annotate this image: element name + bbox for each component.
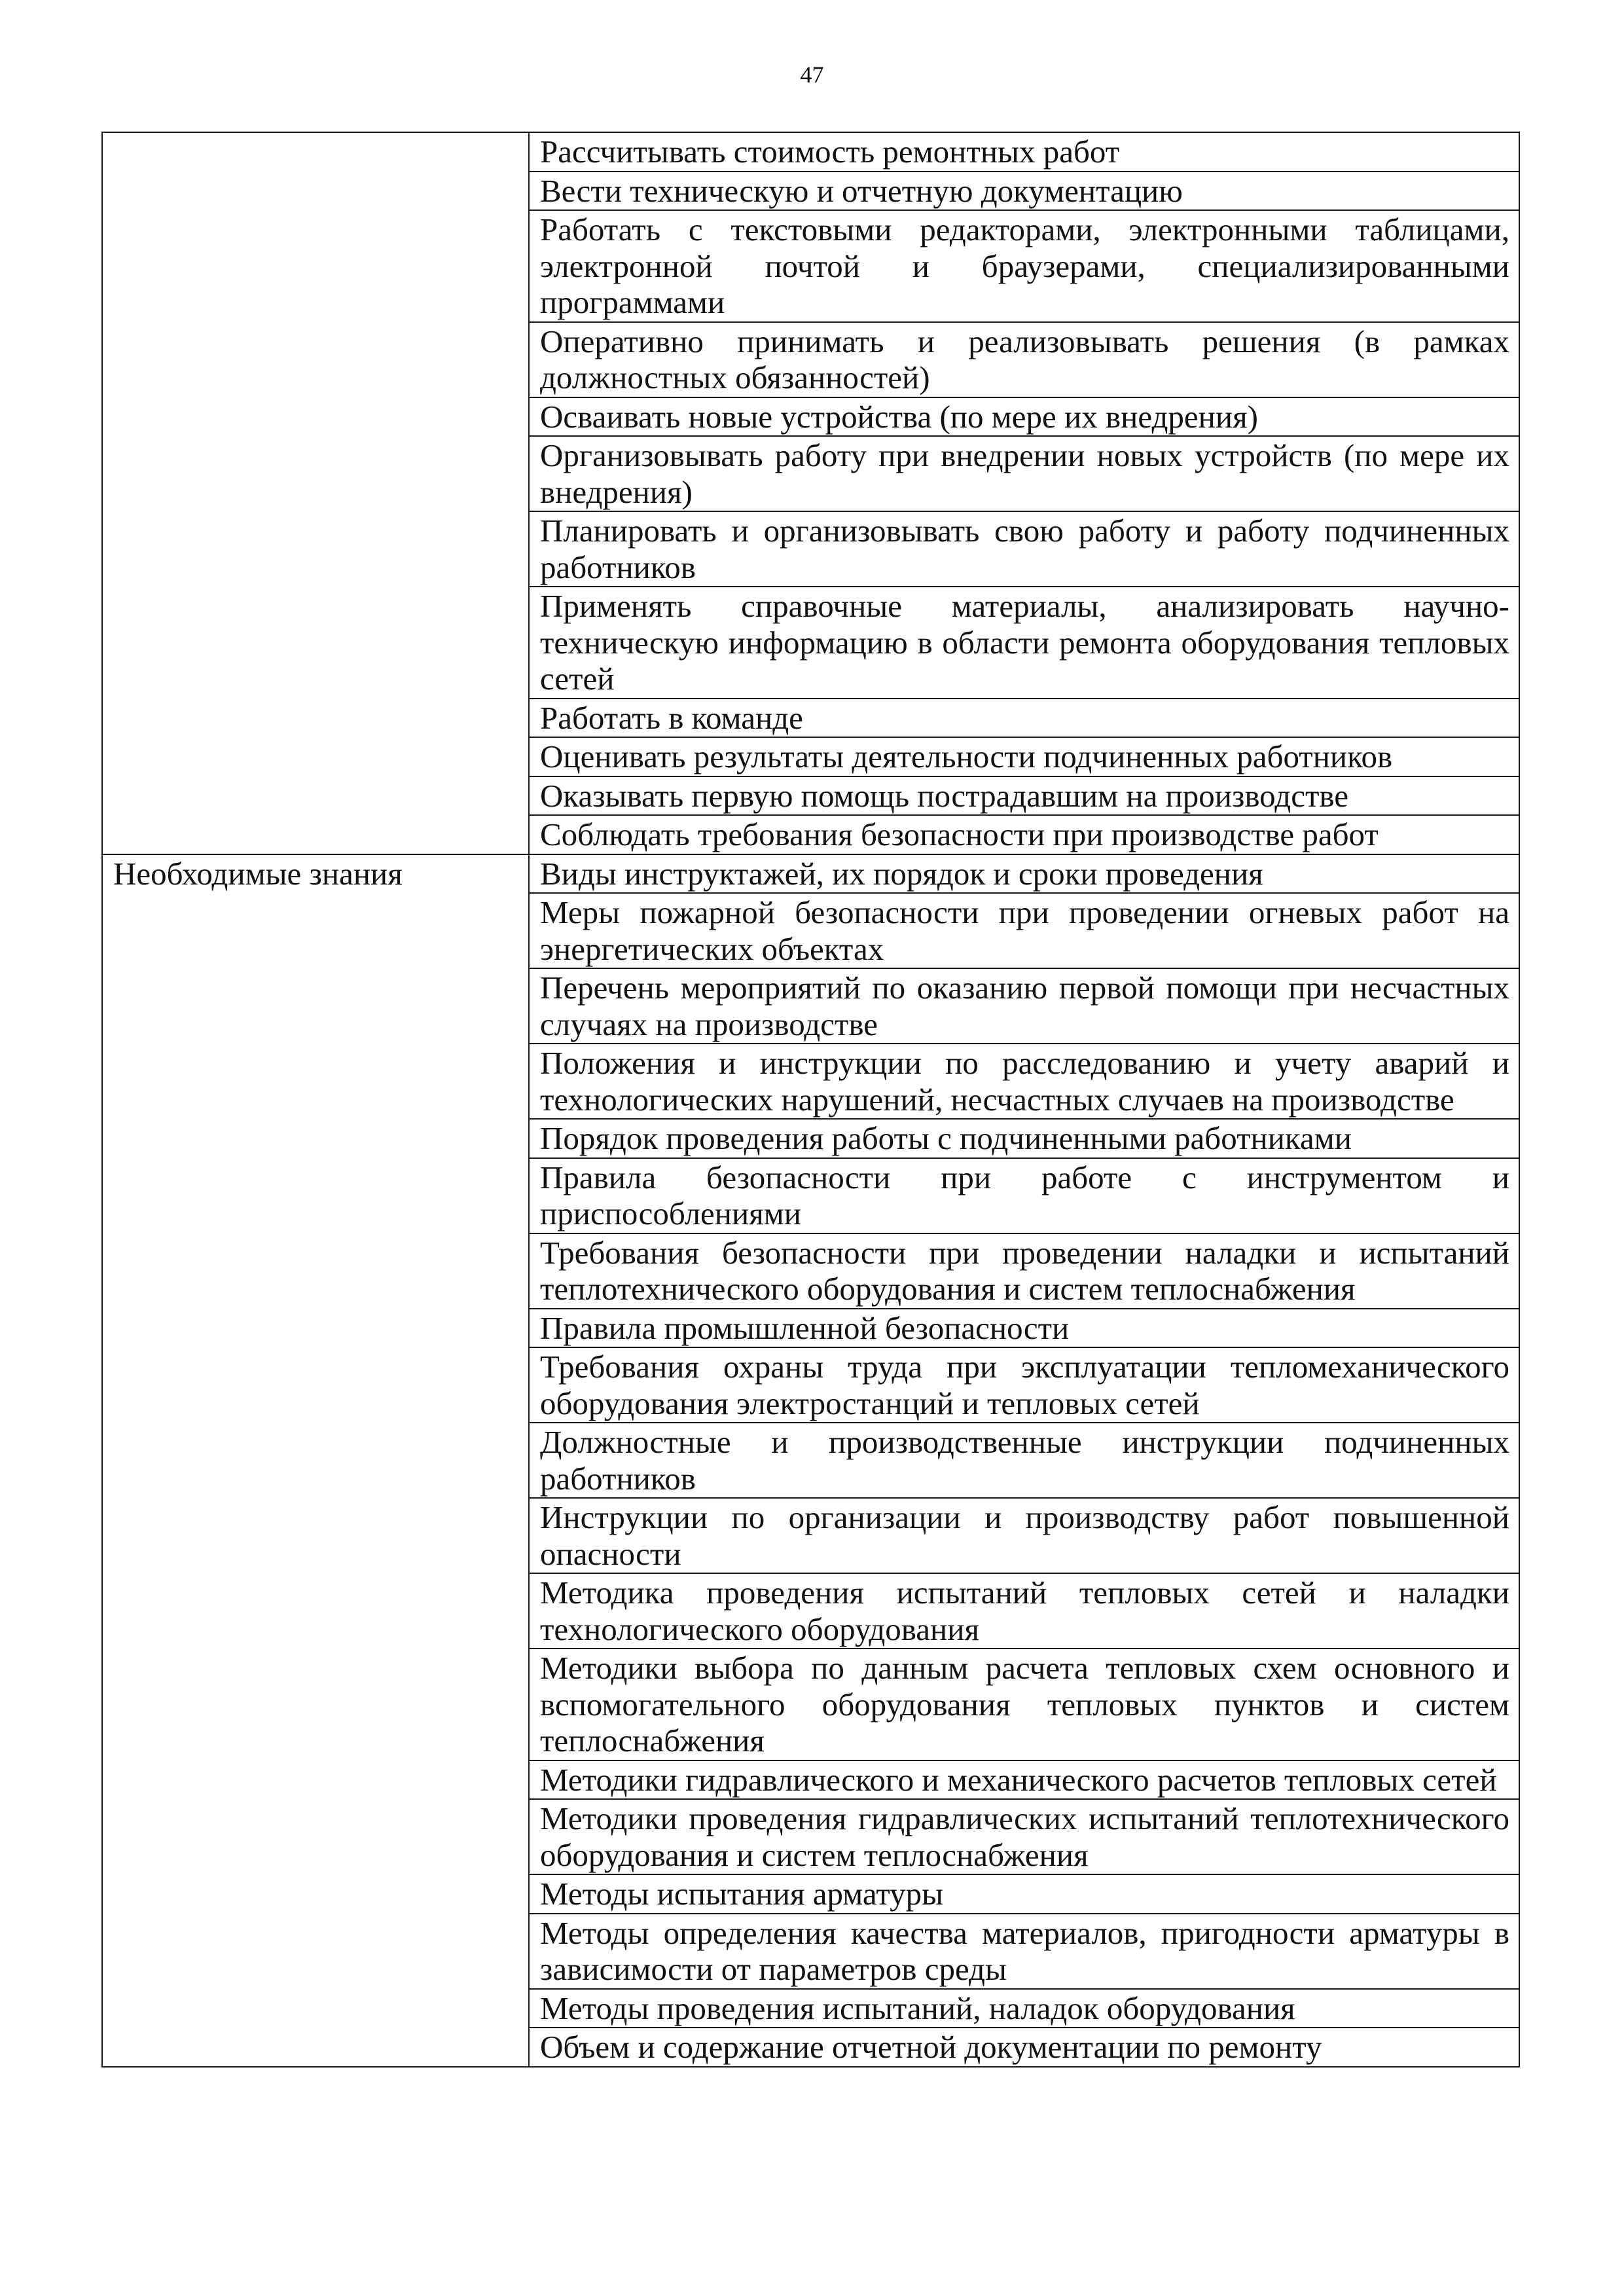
knowledge-item: Объем и содержание отчетной документации по ремонту xyxy=(529,2028,1519,2067)
knowledge-item: Методы испытания арматуры xyxy=(529,1874,1519,1914)
requirements-table xyxy=(101,132,1520,2068)
skills-label-cell xyxy=(102,132,529,854)
skill-item: Работать в команде xyxy=(529,699,1519,738)
skill-item: Оперативно принимать и реализовывать решения (в рамках должностных обязанностей) xyxy=(529,322,1519,397)
skill-item: Оценивать результаты деятельности подчиненных работников xyxy=(529,737,1519,776)
knowledge-item: Правила безопасности при работе с инструментом и приспособлениями xyxy=(529,1158,1519,1233)
page-number: 47 xyxy=(800,62,824,88)
knowledge-item: Методы определения качества материалов, пригодности арматуры в зависимости от параметров среды xyxy=(529,1914,1519,1989)
knowledge-item: Методики проведения гидравлических испытаний теплотехнического оборудования и систем теплоснабжения xyxy=(529,1799,1519,1874)
knowledge-item: Требования безопасности при проведении наладки и испытаний теплотехнического оборудования и систем теплоснабжения xyxy=(529,1233,1519,1309)
knowledge-item: Виды инструктажей, их порядок и сроки проведения xyxy=(529,854,1519,894)
knowledge-item: Методика проведения испытаний тепловых сетей и наладки технологического оборудования xyxy=(529,1573,1519,1649)
knowledge-item: Требования охраны труда при эксплуатации тепломеханического оборудования электростанций и тепловых сетей xyxy=(529,1347,1519,1423)
knowledge-item: Методы проведения испытаний, наладок оборудования xyxy=(529,1989,1519,2028)
table-row xyxy=(102,854,1519,894)
skill-item: Рассчитывать стоимость ремонтных работ xyxy=(529,132,1519,172)
knowledge-label-cell: Необходимые знания xyxy=(102,854,529,2067)
skill-item: Планировать и организовывать свою работу и работу подчиненных работников xyxy=(529,511,1519,587)
knowledge-item: Порядок проведения работы с подчиненными работниками xyxy=(529,1119,1519,1158)
knowledge-item: Методики гидравлического и механического расчетов тепловых сетей xyxy=(529,1760,1519,1800)
knowledge-item: Меры пожарной безопасности при проведении огневых работ на энергетических объектах xyxy=(529,893,1519,968)
knowledge-item: Должностные и производственные инструкции подчиненных работников xyxy=(529,1423,1519,1498)
skill-item: Работать с текстовыми редакторами, электронными таблицами, электронной почтой и браузерами, специализированными программами xyxy=(529,210,1519,322)
knowledge-item: Положения и инструкции по расследованию и учету аварий и технологических нарушений, несчастных случаев на производстве xyxy=(529,1044,1519,1119)
knowledge-item: Инструкции по организации и производству работ повышенной опасности xyxy=(529,1498,1519,1573)
skill-item: Вести техническую и отчетную документацию xyxy=(529,172,1519,211)
table-row xyxy=(102,132,1519,172)
knowledge-item: Правила промышленной безопасности xyxy=(529,1309,1519,1348)
knowledge-item: Методики выбора по данным расчета тепловых схем основного и вспомогательного оборудования тепловых пунктов и систем теплоснабжения xyxy=(529,1649,1519,1760)
skill-item: Организовывать работу при внедрении новых устройств (по мере их внедрения) xyxy=(529,436,1519,511)
skill-item: Осваивать новые устройства (по мере их внедрения) xyxy=(529,397,1519,437)
skill-item: Соблюдать требования безопасности при производстве работ xyxy=(529,815,1519,854)
skill-item: Оказывать первую помощь пострадавшим на производстве xyxy=(529,776,1519,816)
knowledge-item: Перечень мероприятий по оказанию первой помощи при несчастных случаях на производстве xyxy=(529,968,1519,1044)
skill-item: Применять справочные материалы, анализировать научно-техническую информацию в области ремонта оборудования тепловых сетей xyxy=(529,587,1519,699)
